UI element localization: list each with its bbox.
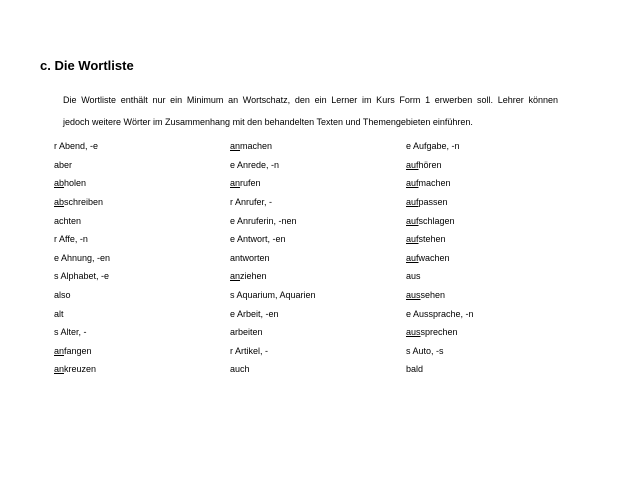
word-text: alt xyxy=(54,308,64,319)
word-entry xyxy=(406,178,606,188)
word-text: achten xyxy=(54,215,82,226)
word-list-row xyxy=(54,193,614,212)
word-entry xyxy=(230,290,406,300)
word-text: r Affe, -n xyxy=(54,234,88,245)
word-text: r Artikel, - xyxy=(230,345,269,356)
word-text: auch xyxy=(230,364,250,375)
word-text: aber xyxy=(54,159,73,170)
word-entry xyxy=(406,309,606,319)
word-text: arbeiten xyxy=(230,327,263,338)
word-text: bald xyxy=(406,364,424,375)
word-entry xyxy=(406,290,606,300)
word-text: passen xyxy=(418,197,448,208)
word-text: e Anruferin, -nen xyxy=(230,215,297,226)
word-text: fangen xyxy=(64,345,92,356)
word-text: e Antwort, -en xyxy=(230,234,286,245)
word-text: s Aquarium, Aquarien xyxy=(230,290,316,301)
separable-prefix: auf xyxy=(406,252,419,263)
word-text: stehen xyxy=(418,234,446,245)
intro-line: Die Wortliste enthält nur ein Minimum an Wortschatz, den ein Lerner im Kurs Form 1 erwerben soll. Lehrer können xyxy=(63,95,558,105)
word-entry xyxy=(230,253,406,263)
word-list-row xyxy=(54,323,614,342)
word-text: e Ahnung, -en xyxy=(54,252,111,263)
word-list-row xyxy=(54,230,614,249)
separable-prefix: auf xyxy=(406,159,419,170)
word-list-row xyxy=(54,174,614,193)
word-entry xyxy=(406,216,606,226)
intro-paragraph xyxy=(63,89,579,133)
word-text: also xyxy=(54,290,71,301)
word-entry xyxy=(230,271,406,281)
word-list-row xyxy=(54,156,614,175)
word-text: r Abend, -e xyxy=(54,141,99,152)
word-entry xyxy=(54,346,230,356)
word-entry xyxy=(230,178,406,188)
word-entry xyxy=(230,346,406,356)
word-text: rufen xyxy=(240,178,261,189)
word-entry xyxy=(54,160,230,170)
word-entry xyxy=(54,141,230,151)
separable-prefix: auf xyxy=(406,197,419,208)
word-text: e Arbeit, -en xyxy=(230,308,279,319)
word-list-row xyxy=(54,304,614,323)
word-entry xyxy=(406,346,606,356)
word-list-row xyxy=(54,360,614,379)
intro-line: jedoch weitere Wörter im Zusammenhang mit den behandelten Texten und Themengebieten einführen. xyxy=(63,117,473,127)
word-list-row xyxy=(54,137,614,156)
word-entry xyxy=(54,364,230,374)
word-list-row xyxy=(54,211,614,230)
separable-prefix: ab xyxy=(54,197,65,208)
word-text: e Aufgabe, -n xyxy=(406,141,460,152)
section-heading: c. Die Wortliste xyxy=(40,58,134,73)
separable-prefix: an xyxy=(230,271,241,282)
separable-prefix: auf xyxy=(406,234,419,245)
word-list-row xyxy=(54,249,614,268)
word-entry xyxy=(230,364,406,374)
word-entry xyxy=(406,160,606,170)
word-entry xyxy=(230,141,406,151)
separable-prefix: an xyxy=(54,364,65,375)
separable-prefix: aus xyxy=(406,327,421,338)
separable-prefix: ab xyxy=(54,178,65,189)
word-text: e Anrede, -n xyxy=(230,159,280,170)
word-text: wachen xyxy=(418,252,450,263)
word-entry xyxy=(406,141,606,151)
word-entry xyxy=(54,271,230,281)
word-entry xyxy=(230,160,406,170)
separable-prefix: an xyxy=(230,178,241,189)
word-text: kreuzen xyxy=(64,364,97,375)
word-text: s Alter, - xyxy=(54,327,87,338)
word-text: sehen xyxy=(420,290,446,301)
separable-prefix: auf xyxy=(406,215,419,226)
word-text: hören xyxy=(418,159,442,170)
word-text: machen xyxy=(240,141,273,152)
word-list-row xyxy=(54,267,614,286)
word-entry xyxy=(230,327,406,337)
word-entry xyxy=(54,253,230,263)
word-entry xyxy=(54,309,230,319)
word-list-row xyxy=(54,286,614,305)
separable-prefix: auf xyxy=(406,178,419,189)
word-entry xyxy=(230,234,406,244)
word-entry xyxy=(54,327,230,337)
word-text: schlagen xyxy=(418,215,455,226)
word-text: holen xyxy=(64,178,87,189)
word-entry xyxy=(406,327,606,337)
word-entry xyxy=(54,178,230,188)
word-entry xyxy=(406,197,606,207)
word-entry xyxy=(54,290,230,300)
word-entry xyxy=(406,271,606,281)
word-list-row xyxy=(54,342,614,361)
word-entry xyxy=(406,253,606,263)
word-entry xyxy=(230,309,406,319)
separable-prefix: an xyxy=(54,345,65,356)
word-text: machen xyxy=(418,178,451,189)
word-entry xyxy=(54,216,230,226)
word-entry xyxy=(406,234,606,244)
word-text: aus xyxy=(406,271,421,282)
word-entry xyxy=(54,197,230,207)
word-text: r Anrufer, - xyxy=(230,197,273,208)
word-text: ziehen xyxy=(240,271,267,282)
word-text: schreiben xyxy=(64,197,104,208)
word-text: e Aussprache, -n xyxy=(406,308,474,319)
word-entry xyxy=(230,197,406,207)
word-entry xyxy=(54,234,230,244)
separable-prefix: aus xyxy=(406,290,421,301)
word-entry xyxy=(230,216,406,226)
word-entry xyxy=(406,364,606,374)
word-text: antworten xyxy=(230,252,270,263)
word-text: sprechen xyxy=(420,327,458,338)
word-list xyxy=(54,137,614,379)
word-text: s Alphabet, -e xyxy=(54,271,110,282)
separable-prefix: an xyxy=(230,141,241,152)
word-text: s Auto, -s xyxy=(406,345,444,356)
